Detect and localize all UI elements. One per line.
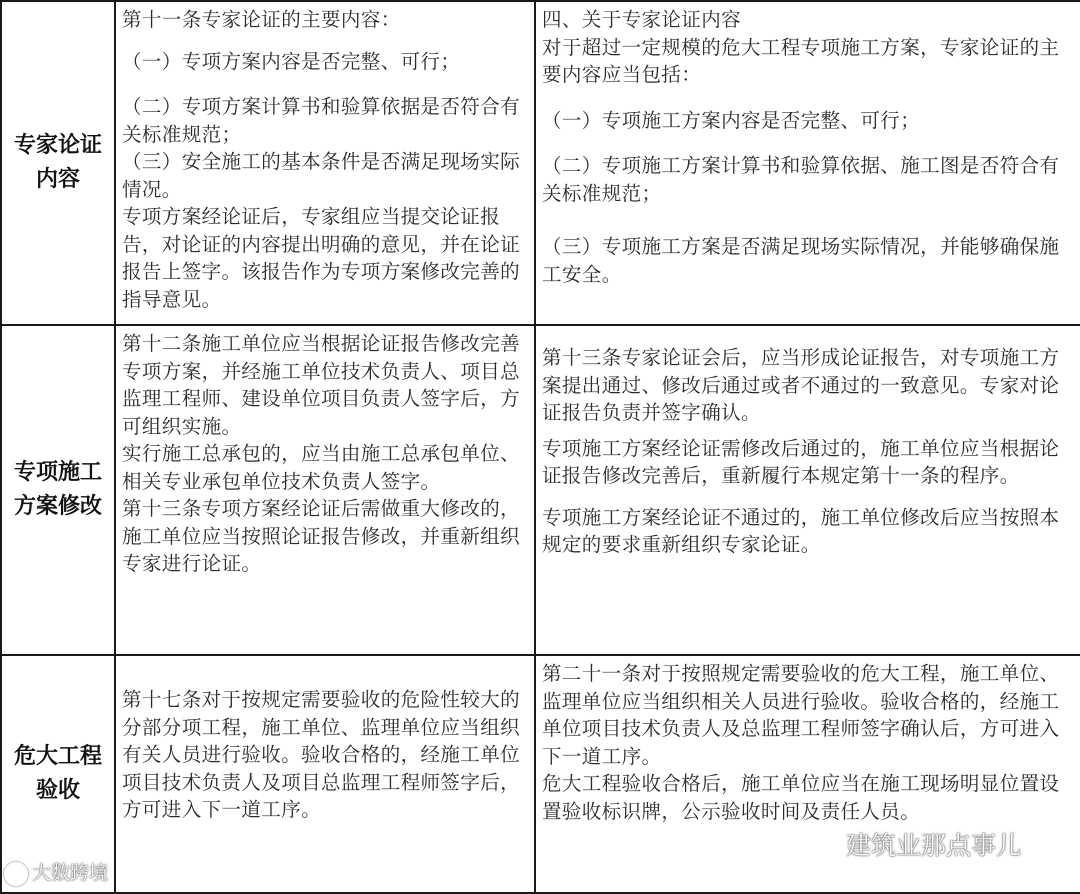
paragraph: （三）专项施工方案是否满足现场实际情况，并能够确保施工安全。 [542, 235, 1060, 286]
paragraph: 专项施工方案经论证需修改后通过的，施工单位应当根据论证报告修改完善后，重新履行本规定第十一条的程序。 [542, 436, 1060, 487]
paragraph: 专项施工方案经论证不通过的，施工单位修改后应当按照本规定的要求重新组织专家论证。 [542, 505, 1060, 556]
paragraph: 危大工程验收合格后，施工单位应当在施工现场明显位置设置验收标识牌，公示验收时间及责任人员。 [542, 772, 1060, 823]
paragraph: 专项方案经论证后，专家组应当提交论证报告，对论证的内容提出明确的意见，并在论证报告上签字。该报告作为专项方案修改完善的指导意见。 [122, 205, 521, 311]
paragraph: 第十三条专项方案经论证后需做重大修改的，施工单位应当按照论证报告修改，并重新组织专家进行论证。 [122, 497, 521, 575]
paragraph: 第十二条施工单位应当根据论证报告修改完善专项方案，并经施工单位技术负责人、项目总监理工程师、建设单位项目负责人签字后，方可组织实施。 [122, 332, 521, 438]
brand-logo-icon [4, 862, 28, 886]
table-row [1, 1, 1080, 325]
new-rule-cell [535, 1, 1080, 325]
paragraph: 对于超过一定规模的危大工程专项施工方案，专家论证的主要内容应当包括： [542, 35, 1060, 86]
paragraph: 第十七条对于按规定需要验收的危险性较大的分部分项工程，施工单位、监理单位应当组织有关人员进行验收。验收合格的，经施工单位项目技术负责人及项目总监理工程师签字后，方可进入下一道工序。 [122, 688, 521, 821]
new-rule-cell [535, 325, 1080, 655]
old-rule-cell [115, 1, 535, 325]
paragraph: 第十一条专家论证的主要内容： [122, 8, 401, 31]
row-label: 危大工程 验收 [1, 655, 115, 893]
paragraph: 第十三条专家论证会后，应当形成论证报告，对专项施工方案提出通过、修改后通过或者不通过的一致意见。专家对论证报告负责并签字确认。 [542, 346, 1060, 424]
table-row [1, 325, 1080, 655]
row-label: 专项施工 方案修改 [1, 325, 115, 655]
paragraph: 实行施工总承包的，应当由施工总承包单位、相关专业承包单位技术负责人签字。 [122, 442, 521, 493]
old-rule-cell [115, 325, 535, 655]
paragraph: 四、关于专家论证内容 [542, 8, 742, 31]
row-label: 专家论证 内容 [1, 1, 115, 325]
account-watermark: 建筑业那点事儿 [806, 826, 1021, 862]
paragraph: （二）专项施工方案计算书和验算依据、施工图是否符合有关标准规范； [542, 154, 1060, 205]
paragraph: （一）专项施工方案内容是否完整、可行； [542, 108, 921, 132]
source-watermark: 大数跨境 [4, 858, 108, 886]
paragraph: （三）安全施工的基本条件是否满足现场实际情况。 [122, 150, 521, 201]
wechat-icon [806, 833, 840, 861]
paragraph: （一）专项方案内容是否完整、可行； [122, 49, 461, 73]
old-rule-cell [115, 655, 535, 893]
paragraph: （二）专项方案计算书和验算依据是否符合有关标准规范； [122, 95, 521, 146]
paragraph: 第二十一条对于按照规定需要验收的危大工程，施工单位、监理单位应当组织相关人员进行验收。验收合格的，经施工单位项目技术负责人及总监理工程师签字确认后，方可进入下一道工序。 [542, 662, 1060, 768]
